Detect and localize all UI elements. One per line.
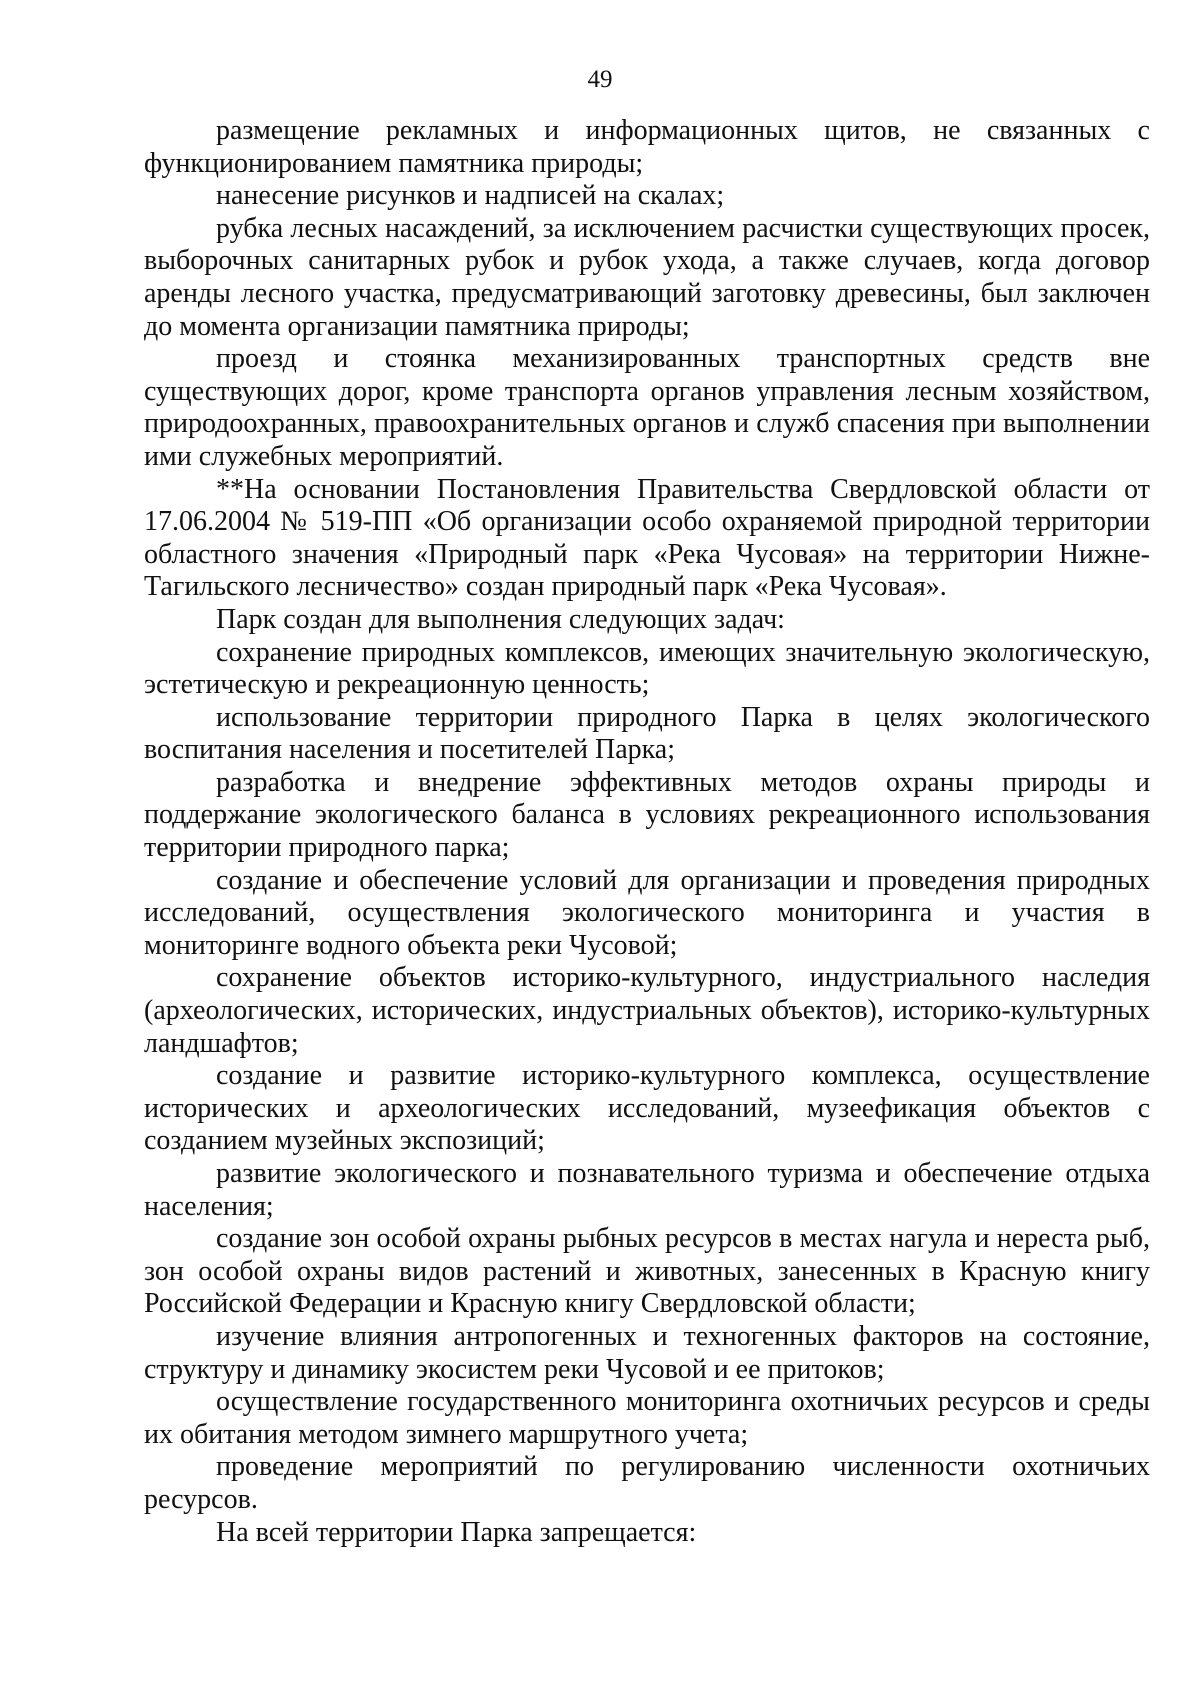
paragraph: проведение мероприятий по регулированию численности охотничьих ресурсов. <box>144 1451 1150 1515</box>
paragraph: Парк создан для выполнения следующих задач: <box>216 603 785 635</box>
paragraph: сохранение объектов историко-культурного, индустриального наследия (археологических, исторических, индустриальных объектов), историко-культурных ландшафтов; <box>144 962 1150 1059</box>
paragraph: размещение рекламных и информационных щитов, не связанных с функционированием памятника природы; <box>144 115 1150 179</box>
paragraph: создание зон особой охраны рыбных ресурсов в местах нагула и нереста рыб, зон особой охраны видов растений и животных, занесенных в Красную книгу Российской Федерации и Красную книгу Свердловской области; <box>144 1223 1150 1320</box>
paragraph: создание и обеспечение условий для организации и проведения природных исследований, осуществления экологического мониторинга и участия в мониторинге водного объекта реки Чусовой; <box>144 864 1150 961</box>
page-number: 49 <box>587 66 613 93</box>
paragraph: развитие экологического и познавательного туризма и обеспечение отдыха населения; <box>144 1158 1150 1222</box>
paragraph: изучение влияния антропогенных и техногенных факторов на состояние, структуру и динамику экосистем реки Чусовой и ее притоков; <box>144 1320 1150 1385</box>
paragraph: использование территории природного Парка в целях экологического воспитания населения и посетителей Парка; <box>144 701 1150 766</box>
paragraph: **На основании Постановления Правительства Свердловской области от 17.06.2004 № 519-ПП «Об организации особо охраняемой природной территории областного значения «Природный парк «Река Чусовая» на территории Нижне-Тагильского лесничество» создан природный парк «Река Чусовая». <box>144 473 1150 603</box>
paragraph: разработка и внедрение эффективных методов охраны природы и поддержание экологического баланса в условиях рекреационного использования территории природного парка; <box>144 766 1150 864</box>
paragraph: На всей территории Парка запрещается: <box>216 1516 697 1548</box>
paragraph: рубка лесных насаждений, за исключением расчистки существующих просек, выборочных санитарных рубок и рубок ухода, а также случаев, когда договор аренды лесного участка, предусматривающий заготовку древесины, был заключен до момента организации памятника природы; <box>144 212 1150 342</box>
paragraph: осуществление государственного мониторинга охотничьих ресурсов и среды их обитания методом зимнего маршрутного учета; <box>144 1386 1150 1450</box>
paragraph: сохранение природных комплексов, имеющих значительную экологическую, эстетическую и рекреационную ценность; <box>144 636 1150 701</box>
paragraph: создание и развитие историко-культурного комплекса, осуществление исторических и археологических исследований, музеефикация объектов с созданием музейных экспозиций; <box>144 1060 1150 1157</box>
paragraph: проезд и стоянка механизированных транспортных средств вне существующих дорог, кроме транспорта органов управления лесным хозяйством, природоохранных, правоохранительных органов и служб спасения при выполнении ими служебных мероприятий. <box>144 343 1150 472</box>
document-body <box>144 115 1150 1549</box>
paragraph: нанесение рисунков и надписей на скалах; <box>216 180 725 212</box>
